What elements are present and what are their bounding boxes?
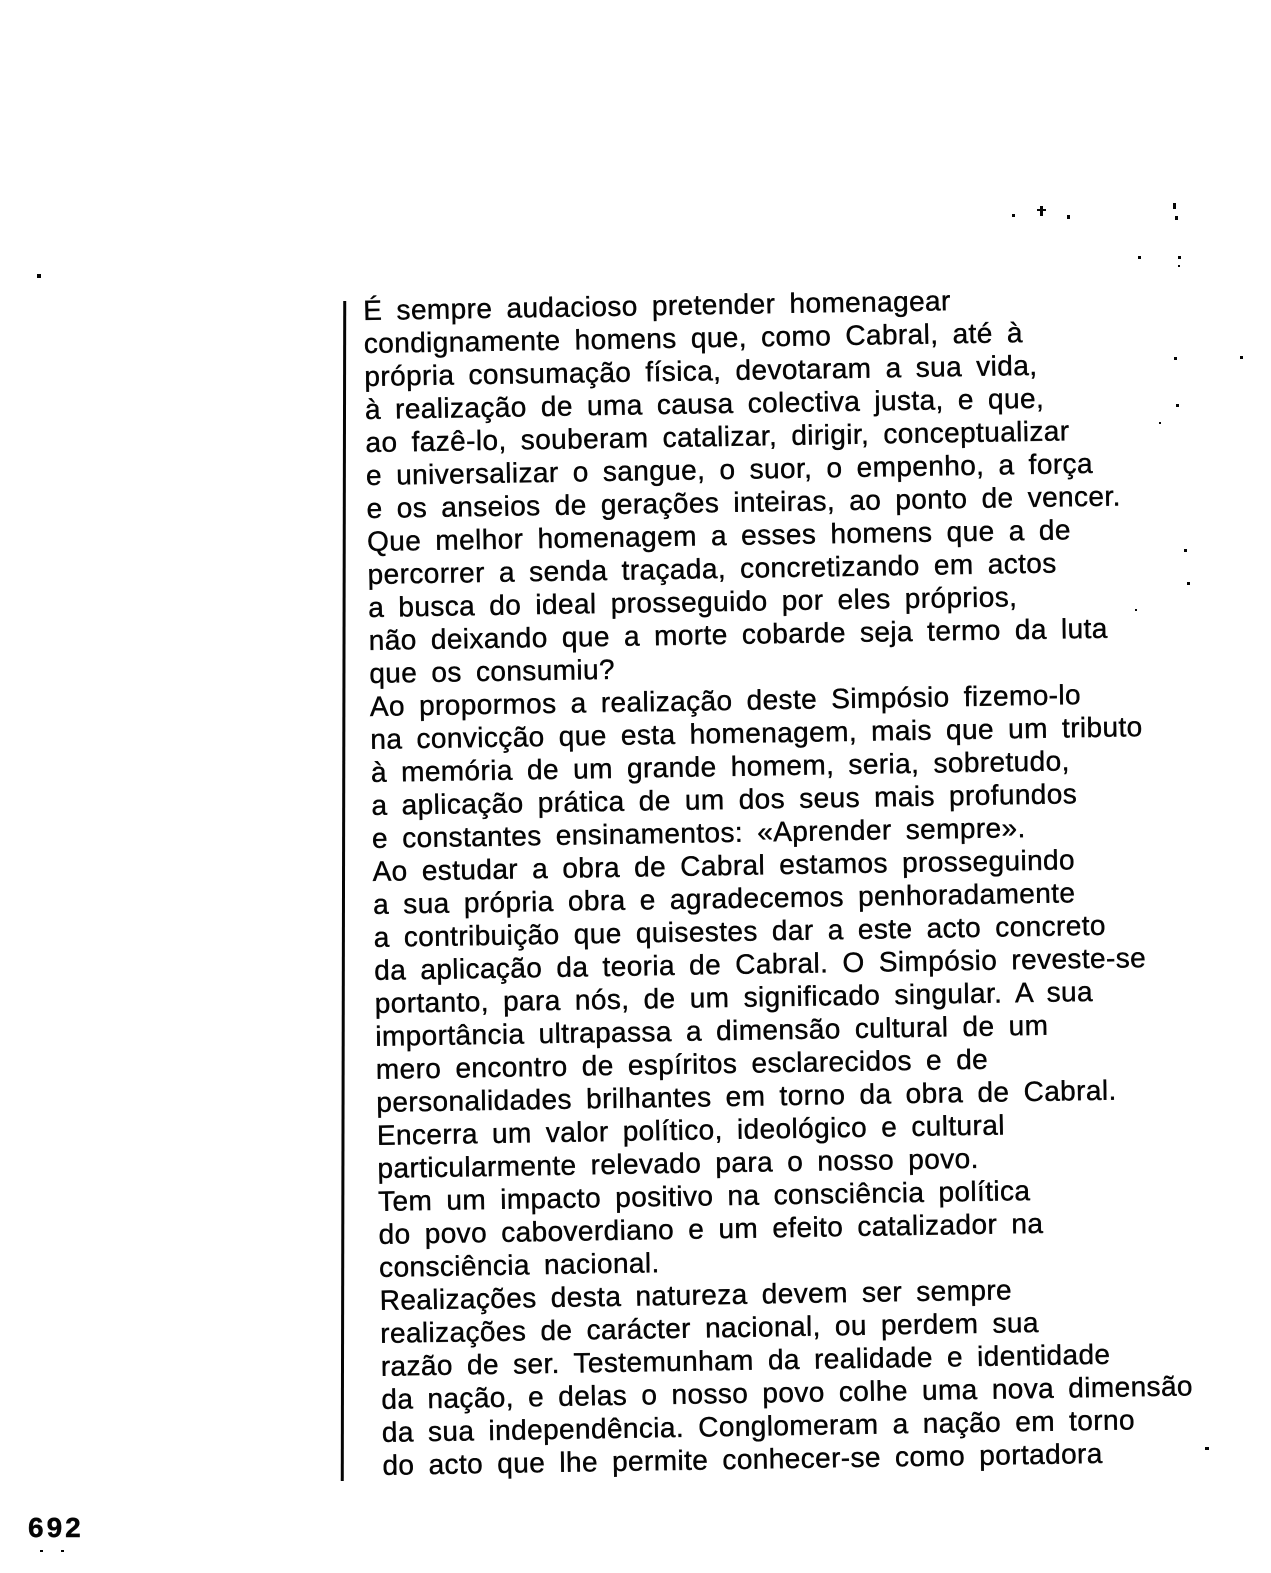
text-line: personalidades brilhantes em torno da obra de Cabral. bbox=[376, 1074, 1117, 1118]
scan-speck bbox=[1187, 582, 1190, 585]
text-line: Tem um impacto positivo na consciência política bbox=[377, 1175, 1031, 1217]
scan-speck bbox=[1184, 549, 1187, 552]
text-line: da aplicação da teoria de Cabral. O Simpósio reveste-se bbox=[373, 942, 1147, 986]
left-margin-rule bbox=[341, 301, 346, 1481]
text-line: percorrer a senda traçada, concretizando em actos bbox=[367, 547, 1057, 590]
text-line: Ao propormos a realização deste Simpósio fizemo-lo bbox=[369, 679, 1082, 722]
text-line: que os consumiu? bbox=[369, 653, 616, 689]
text-line: a contribuição que quisestes dar a este acto concreto bbox=[373, 909, 1107, 953]
text-line: particularmente relevado para o nosso povo. bbox=[377, 1142, 979, 1184]
text-line: importância ultrapassa a dimensão cultural de um bbox=[375, 1009, 1049, 1052]
scan-speck bbox=[1135, 609, 1137, 611]
text-line: Ao estudar a obra de Cabral estamos prosseguindo bbox=[372, 844, 1076, 887]
scan-speck bbox=[1037, 209, 1046, 211]
text-line: portanto, para nós, de um significado singular. A sua bbox=[374, 975, 1094, 1019]
text-line: própria consumação física, devotaram a sua vida, bbox=[364, 349, 1038, 392]
scan-speck bbox=[1178, 265, 1180, 267]
scan-speck bbox=[1138, 256, 1141, 259]
text-line: do povo caboverdiano e um efeito catalizador na bbox=[378, 1207, 1044, 1250]
scan-speck bbox=[1240, 356, 1243, 359]
scan-speck bbox=[1012, 214, 1015, 217]
scan-speck bbox=[1178, 256, 1181, 259]
scan-speck bbox=[1173, 203, 1176, 209]
text-line: consciência nacional. bbox=[378, 1247, 660, 1283]
scan-speck bbox=[1159, 422, 1161, 424]
text-line: realizações de carácter nacional, ou perdem sua bbox=[379, 1306, 1040, 1349]
scan-speck bbox=[61, 1550, 64, 1552]
text-line: e universalizar o sangue, o suor, o empenho, a força bbox=[365, 447, 1094, 491]
scan-speck bbox=[1205, 1447, 1209, 1450]
text-line: do acto que lhe permite conhecer-se como portadora bbox=[382, 1437, 1103, 1481]
text-line: à memória de um grande homem, seria, sobretudo, bbox=[370, 745, 1071, 788]
text-line: Que melhor homenagem a esses homens que a de bbox=[366, 514, 1072, 557]
text-line: a aplicação prática de um dos seus mais profundos bbox=[371, 778, 1078, 821]
scan-speck bbox=[1176, 404, 1179, 407]
page-number: 692 bbox=[28, 1512, 84, 1543]
text-line: à realização de uma causa colectiva justa, e que, bbox=[364, 382, 1045, 425]
text-line: razão de ser. Testemunham da realidade e identidade bbox=[380, 1338, 1111, 1382]
text-line: da sua independência. Conglomeram a nação em torno bbox=[381, 1404, 1136, 1448]
scan-speck bbox=[1067, 215, 1070, 219]
text-line: não deixando que a morte cobarde seja termo da luta bbox=[368, 612, 1108, 656]
text-line: e os anseios de gerações inteiras, ao ponto de vencer. bbox=[366, 480, 1121, 524]
scan-speck bbox=[37, 274, 41, 278]
body-text bbox=[363, 279, 1271, 1482]
text-line: É sempre audacioso pretender homenagear bbox=[363, 285, 951, 326]
scan-speck bbox=[1174, 357, 1177, 360]
scan-speck bbox=[1175, 216, 1178, 220]
text-line: e constantes ensinamentos: «Aprender sempre». bbox=[371, 812, 1026, 854]
scan-speck bbox=[1040, 206, 1043, 216]
text-line: Encerra um valor político, ideológico e cultural bbox=[376, 1109, 1006, 1151]
text-line: condignamente homens que, como Cabral, até à bbox=[363, 317, 1024, 359]
text-line: ao fazê-lo, souberam catalizar, dirigir, conceptualizar bbox=[365, 415, 1070, 458]
text-line: a busca do ideal prosseguido por eles próprios, bbox=[367, 581, 1018, 623]
text-line: mero encontro de espíritos esclarecidos e de bbox=[375, 1043, 989, 1085]
text-line: a sua própria obra e agradecemos penhoradamente bbox=[372, 877, 1076, 920]
text-line: na convicção que esta homenagem, mais que um tributo bbox=[370, 711, 1143, 755]
text-line: Realizações desta natureza devem ser sempre bbox=[379, 1274, 1013, 1316]
text-line: da nação, e delas o nosso povo colhe uma nova dimensão bbox=[381, 1370, 1194, 1415]
scan-speck bbox=[40, 1550, 43, 1552]
